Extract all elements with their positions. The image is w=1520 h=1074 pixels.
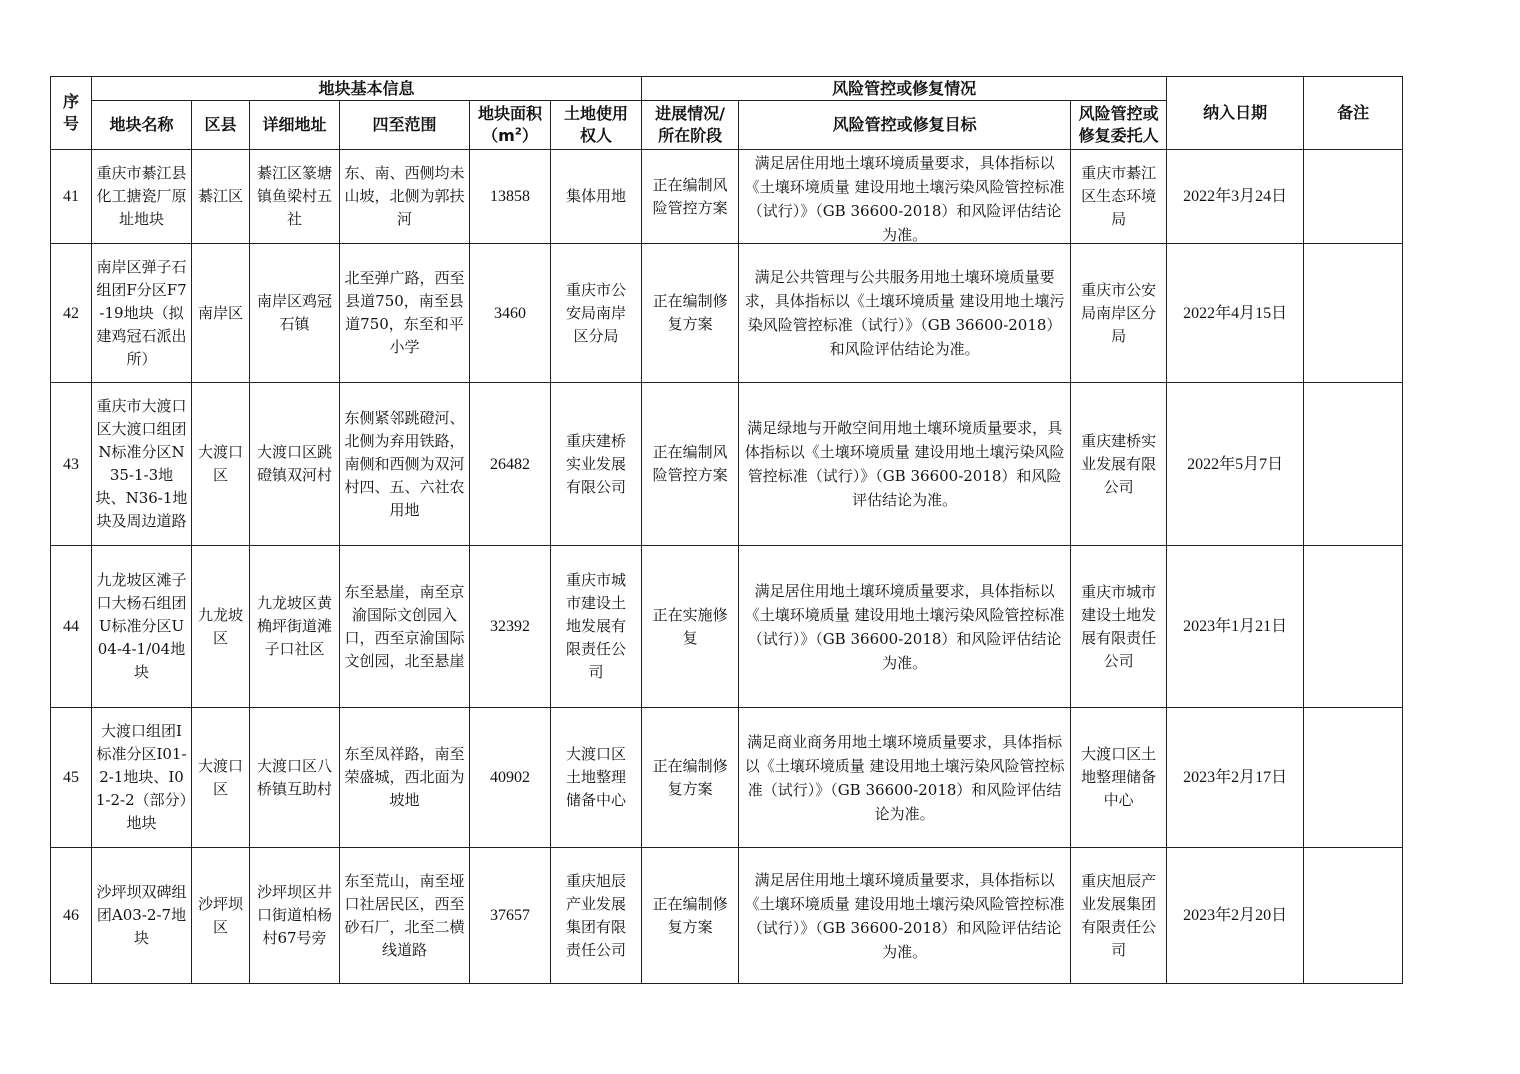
cell-bounds-text: 北至弹广路，西至县道750，南至县道750，东至和平小学: [344, 269, 465, 356]
cell-area: [470, 383, 551, 546]
cell-stage-text: 正在编制风险管控方案: [652, 443, 728, 484]
cell-date-text: 2023年2月17日: [1183, 769, 1288, 786]
cell-owner-text: 集体用地: [566, 187, 627, 205]
cell-stage-text: 正在编制修复方案: [652, 894, 728, 936]
header-address: 详细地址: [250, 101, 340, 150]
cell-address: [250, 546, 340, 708]
cell-address: [250, 244, 340, 383]
cell-district-text: 大渡口区: [197, 443, 243, 484]
cell-address: [250, 383, 340, 546]
table-row: [51, 150, 1403, 244]
cell-area-text: 37657: [490, 907, 530, 924]
cell-address-text: 沙坪坝区井口街道柏杨村67号旁: [256, 883, 332, 947]
header-stage: 进展情况/所在阶段: [642, 101, 739, 150]
cell-area-text: 26482: [490, 455, 530, 473]
cell-name-text: 九龙坡区滩子口大杨石组团U标准分区U04-4-1/04地块: [96, 571, 187, 681]
table-row: [51, 383, 1403, 546]
cell-stage: [642, 383, 739, 546]
cell-address: [250, 150, 340, 244]
cell-name-text: 重庆市綦江县化工搪瓷厂原址地块: [96, 164, 187, 228]
cell-seq-text: 44: [63, 618, 79, 635]
cell-owner-text: 重庆市城市建设土地发展有限责任公司: [566, 571, 627, 681]
cell-owner: [551, 546, 642, 708]
header-date: 纳入日期: [1167, 77, 1304, 150]
cell-district: [192, 848, 250, 984]
cell-bounds-text: 东至荒山，南至垭口社居民区，西至砂石厂，北至二横线道路: [344, 871, 465, 959]
cell-date: [1167, 150, 1304, 244]
cell-date-text: 2022年4月15日: [1183, 304, 1288, 322]
cell-remark: [1304, 546, 1403, 708]
cell-date-text: 2023年1月21日: [1183, 618, 1288, 635]
cell-remark: [1304, 708, 1403, 848]
cell-client: [1071, 383, 1167, 546]
cell-area-text: 32392: [490, 618, 530, 635]
contaminated-land-table: [50, 76, 1403, 984]
header-group-risk: 风险管控或修复情况: [642, 77, 1167, 101]
cell-stage: [642, 848, 739, 984]
cell-district-text: 南岸区: [197, 303, 243, 322]
cell-seq: [51, 383, 92, 546]
cell-seq-text: 45: [63, 769, 79, 786]
cell-name: [92, 848, 192, 984]
cell-owner: [551, 244, 642, 383]
table-row: [51, 546, 1403, 708]
cell-date: [1167, 244, 1304, 383]
cell-area-text: 40902: [490, 769, 530, 786]
cell-address: [250, 708, 340, 848]
cell-bounds-text: 东侧紧邻跳磴河、北侧为弃用铁路，南侧和西侧为双河村四、五、六社农用地: [344, 408, 465, 519]
header-row-group: [51, 77, 1403, 101]
cell-client-text: 大渡口区土地整理储备中心: [1081, 745, 1157, 809]
header-name: 地块名称: [92, 101, 192, 150]
cell-name-text: 大渡口组团I标准分区I01-2-1地块、I01-2-2（部分）地块: [95, 722, 188, 832]
cell-district-text: 九龙坡区: [197, 605, 243, 647]
cell-address-text: 大渡口区跳磴镇双河村: [256, 443, 332, 484]
cell-owner: [551, 708, 642, 848]
cell-goal: [739, 708, 1071, 848]
cell-stage: [642, 150, 739, 244]
cell-name: [92, 150, 192, 244]
header-area-label: 地块面积: [477, 104, 542, 123]
cell-seq: [51, 244, 92, 383]
cell-name: [92, 546, 192, 708]
cell-district-text: 大渡口区: [197, 756, 243, 798]
table-row: [51, 708, 1403, 848]
cell-district: [192, 708, 250, 848]
cell-name: [92, 244, 192, 383]
cell-area: [470, 546, 551, 708]
cell-bounds: [340, 150, 470, 244]
cell-remark: [1304, 244, 1403, 383]
header-seq: 序号: [51, 77, 92, 150]
cell-date-text: 2023年2月20日: [1183, 907, 1288, 924]
cell-stage-text: 正在编制风险管控方案: [652, 175, 728, 217]
cell-seq: [51, 708, 92, 848]
cell-name-text: 沙坪坝双碑组团A03-2-7地块: [96, 883, 187, 947]
header-bounds: 四至范围: [340, 101, 470, 150]
header-area-unit: $(m^2)$: [482, 126, 538, 145]
cell-remark: [1304, 383, 1403, 546]
cell-owner-text: 重庆旭辰产业发展集团有限责任公司: [566, 871, 627, 959]
cell-remark: [1304, 848, 1403, 984]
cell-client: [1071, 848, 1167, 984]
cell-seq-text: 46: [63, 907, 79, 924]
cell-owner-text: 重庆市公安局南岸区分局: [566, 280, 627, 345]
header-remark: 备注: [1304, 77, 1403, 150]
cell-stage-text: 正在实施修复: [652, 605, 728, 647]
cell-area: [470, 708, 551, 848]
cell-bounds-text: 东至凤祥路，南至荣盛城，西北面为坡地: [344, 745, 465, 809]
cell-seq-text: 43: [63, 455, 79, 473]
cell-seq: [51, 848, 92, 984]
cell-goal-text: 满足公共管理与公共服务用地土壤环境质量要求，具体指标以《土壤环境质量 建设用地土壤污染风险管控标准（试行）》（GB 36600-2018）和风险评估结论为准。: [744, 268, 1065, 358]
cell-seq: [51, 150, 92, 244]
cell-address-text: 大渡口区八桥镇互助村: [256, 756, 332, 798]
cell-area-text: 13858: [490, 188, 530, 205]
cell-district: [192, 244, 250, 383]
cell-date: [1167, 848, 1304, 984]
cell-bounds: [340, 383, 470, 546]
cell-seq-text: 42: [63, 304, 79, 322]
cell-name-text: 南岸区弹子石组团F分区F7-19地块（拟建鸡冠石派出所）: [96, 257, 187, 368]
cell-client-text: 重庆市公安局南岸区分局: [1081, 280, 1157, 345]
cell-district: [192, 546, 250, 708]
cell-goal: [739, 383, 1071, 546]
cell-stage-text: 正在编制修复方案: [652, 756, 728, 798]
header-district: 区县: [192, 101, 250, 150]
cell-owner-text: 重庆建桥实业发展有限公司: [566, 431, 627, 496]
table-row: [51, 848, 1403, 984]
cell-bounds: [340, 546, 470, 708]
cell-client: [1071, 546, 1167, 708]
cell-seq-text: 41: [63, 188, 79, 205]
cell-goal-text: 满足居住用地土壤环境质量要求，具体指标以《土壤环境质量 建设用地土壤污染风险管控标准（试行）》（GB 36600-2018）和风险评估结论为准。: [744, 581, 1065, 672]
cell-owner: [551, 848, 642, 984]
cell-district: [192, 383, 250, 546]
cell-seq: [51, 546, 92, 708]
cell-client-text: 重庆市城市建设土地发展有限责任公司: [1081, 582, 1157, 670]
cell-goal: [739, 244, 1071, 383]
cell-client: [1071, 150, 1167, 244]
header-group-basic: 地块基本信息: [92, 77, 642, 101]
cell-stage: [642, 708, 739, 848]
cell-stage: [642, 546, 739, 708]
cell-district-text: 綦江区: [197, 187, 243, 205]
cell-client-text: 重庆市綦江区生态环境局: [1081, 164, 1157, 228]
header-area: [470, 101, 551, 150]
header-goal: 风险管控或修复目标: [739, 101, 1071, 150]
cell-bounds: [340, 244, 470, 383]
cell-bounds: [340, 848, 470, 984]
cell-address: [250, 848, 340, 984]
cell-stage-text: 正在编制修复方案: [652, 292, 728, 333]
cell-name: [92, 708, 192, 848]
cell-address-text: 九龙坡区黄桷坪街道滩子口社区: [256, 594, 332, 658]
cell-area-text: 3460: [494, 304, 526, 322]
cell-owner-text: 大渡口区土地整理储备中心: [566, 745, 627, 809]
cell-goal: [739, 546, 1071, 708]
cell-area: [470, 244, 551, 383]
cell-date: [1167, 546, 1304, 708]
cell-district: [192, 150, 250, 244]
cell-date-text: 2022年3月24日: [1183, 188, 1288, 205]
cell-date-text: 2022年5月7日: [1187, 455, 1284, 473]
cell-name-text: 重庆市大渡口区大渡口组团N标准分区N35-1-3地块、N36-1地块及周边道路: [95, 397, 188, 530]
cell-address-text: 綦江区篆塘镇鱼梁村五社: [256, 164, 332, 228]
cell-bounds-text: 东、南、西侧均未山坡，北侧为郭扶河: [344, 164, 465, 228]
cell-name: [92, 383, 192, 546]
cell-remark: [1304, 150, 1403, 244]
cell-stage: [642, 244, 739, 383]
cell-area: [470, 150, 551, 244]
cell-date: [1167, 383, 1304, 546]
header-client: 风险管控或修复委托人: [1071, 101, 1167, 150]
cell-district-text: 沙坪坝区: [197, 894, 243, 936]
cell-bounds-text: 东至悬崖，南至京渝国际文创园入口，西至京渝国际文创园，北至悬崖: [344, 582, 465, 670]
cell-goal-text: 满足绿地与开敞空间用地土壤环境质量要求，具体指标以《土壤环境质量 建设用地土壤污染风险管控标准（试行）》（GB 36600-2018）和风险评估结论为准。: [744, 419, 1065, 509]
cell-client: [1071, 708, 1167, 848]
cell-goal: [739, 848, 1071, 984]
cell-owner: [551, 383, 642, 546]
cell-owner: [551, 150, 642, 244]
cell-goal-text: 满足商业商务用地土壤环境质量要求，具体指标以《土壤环境质量 建设用地土壤污染风险管控标准（试行）》（GB 36600-2018）和风险评估结论为准。: [744, 732, 1065, 823]
cell-client-text: 重庆旭辰产业发展集团有限责任公司: [1081, 871, 1157, 959]
cell-goal-text: 满足居住用地土壤环境质量要求，具体指标以《土壤环境质量 建设用地土壤污染风险管控标准（试行）》（GB 36600-2018）和风险评估结论为准。: [744, 870, 1065, 961]
cell-goal-text: 满足居住用地土壤环境质量要求，具体指标以《土壤环境质量 建设用地土壤污染风险管控标准（试行）》（GB 36600-2018）和风险评估结论为准。: [744, 153, 1065, 243]
cell-date: [1167, 708, 1304, 848]
header-owner: 土地使用权人: [551, 101, 642, 150]
table-row: [51, 244, 1403, 383]
cell-client-text: 重庆建桥实业发展有限公司: [1081, 431, 1157, 496]
cell-bounds: [340, 708, 470, 848]
cell-address-text: 南岸区鸡冠石镇: [256, 292, 332, 333]
cell-client: [1071, 244, 1167, 383]
cell-goal: [739, 150, 1071, 244]
cell-area: [470, 848, 551, 984]
